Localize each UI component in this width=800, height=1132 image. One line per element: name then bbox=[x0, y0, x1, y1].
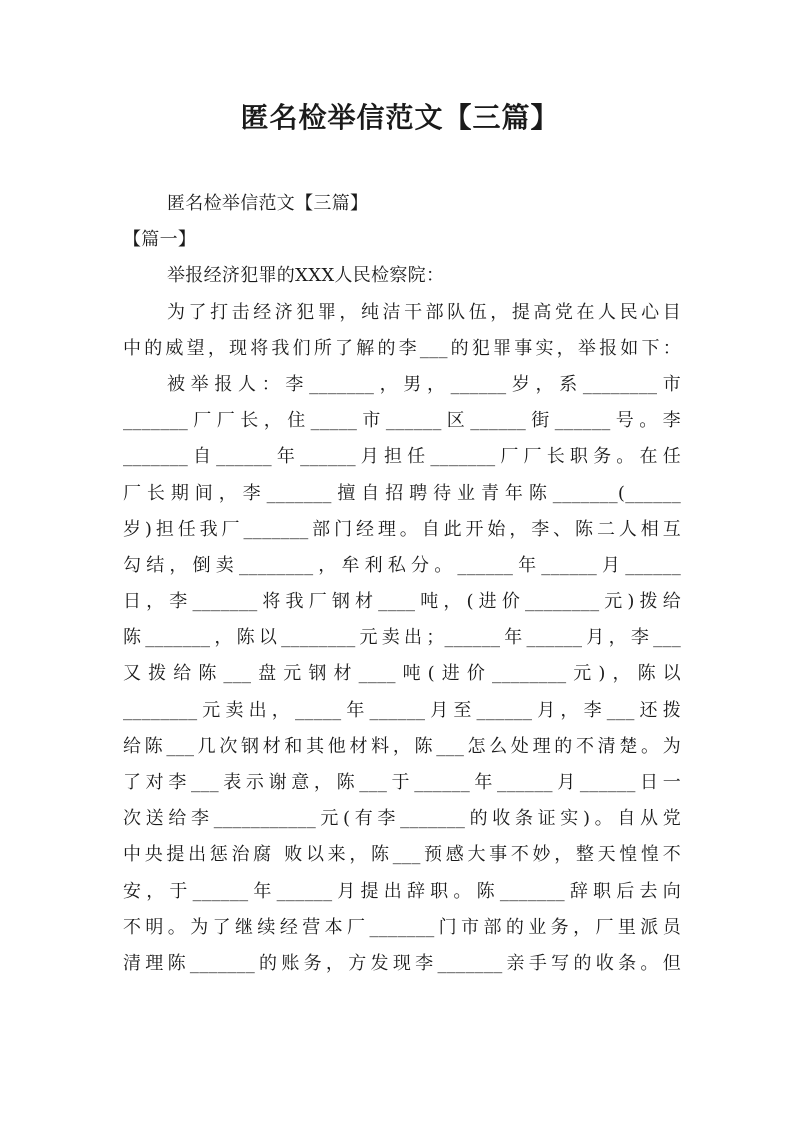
text-line: 又拨给陈___盘元钢材____吨(进价________元)，陈以 bbox=[123, 663, 681, 685]
text-line: 日，李_______将我厂钢材____吨，(进价________元)拨给 bbox=[123, 591, 681, 613]
text-line: _______厂厂长，住_____市______区______街______号。李 bbox=[123, 410, 681, 432]
document-body bbox=[123, 186, 681, 982]
text-line: 匿名检举信范文【三篇】 bbox=[167, 193, 369, 214]
document-title: 匿名检举信范文【三篇】 bbox=[240, 101, 560, 134]
text-line: 清理陈_______的账务，方发现李_______亲手写的收条。但 bbox=[123, 952, 681, 974]
text-line: 举报经济犯罪的XXX人民检察院： bbox=[167, 265, 445, 287]
text-line: 中的威望，现将我们所了解的李___的犯罪事实，举报如下： bbox=[123, 337, 681, 359]
text-line: ________元卖出，_____年______月至______月，李___还拨 bbox=[123, 699, 681, 721]
text-line: 了对李___表示谢意，陈___于______年______月______日一 bbox=[123, 772, 681, 793]
text-line: 次送给李___________元(有李_______的收条证实)。自从党 bbox=[123, 808, 681, 830]
text-line: 为了打击经济犯罪，纯洁干部队伍，提高党在人民心目 bbox=[167, 301, 681, 323]
text-line: 安，于______年______月提出辞职。陈_______辞职后去向 bbox=[123, 880, 681, 902]
text-line: 被举报人：李_______，男，______岁，系________市 bbox=[167, 373, 681, 395]
text-line: 陈_______，陈以________元卖出；______年______月，李___ bbox=[123, 627, 681, 649]
text-line: 给陈___几次钢材和其他材料，陈___怎么处理的不清楚。为 bbox=[123, 735, 681, 757]
text-line: 不明。为了继续经营本厂_______门市部的业务，厂里派员 bbox=[123, 916, 681, 938]
text-line: 勾结，倒卖________，牟利私分。______年______月______ bbox=[123, 554, 681, 576]
text-line: 中央提出惩治腐 败以来，陈___预感大事不妙，整天惶惶不 bbox=[123, 844, 681, 866]
text-line: 厂长期间，李_______擅自招聘待业青年陈_______(______ bbox=[123, 482, 681, 504]
text-line: 【篇一】 bbox=[123, 229, 197, 251]
text-line: _______自______年______月担任_______厂厂长职务。在任 bbox=[123, 446, 681, 468]
text-line: 岁)担任我厂_______部门经理。自此开始，李、陈二人相互 bbox=[123, 518, 681, 540]
